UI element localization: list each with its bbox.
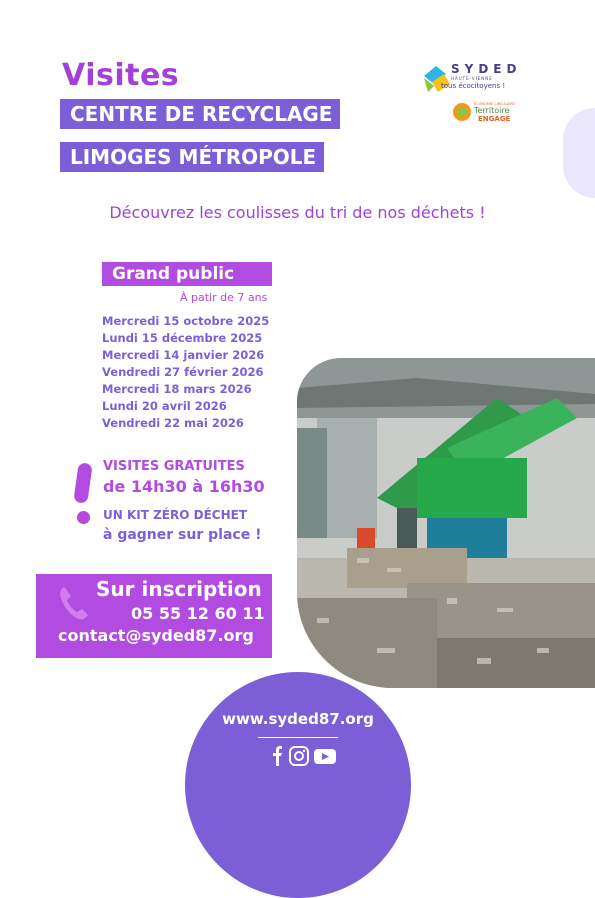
phone-icon <box>56 583 96 623</box>
syded-logo-name: SYDED <box>451 62 522 76</box>
visit-dates-list <box>102 313 269 432</box>
territoire-label: Territoire <box>474 106 510 115</box>
visit-date: Mercredi 15 octobre 2025 <box>102 314 270 328</box>
registration-title: Sur inscription <box>96 577 262 601</box>
facebook-icon[interactable] <box>273 746 282 766</box>
territoire-engage-logo <box>452 101 524 123</box>
decorative-shape <box>563 108 595 198</box>
footer-divider <box>258 737 338 738</box>
free-visits-label: VISITES GRATUITES <box>103 459 245 474</box>
tagline: Découvrez les coulisses du tri de nos déchets ! <box>109 203 486 222</box>
territoire-small-label: ÉCONOMIE CIRCULAIRE <box>474 102 515 106</box>
zero-waste-kit-label: UN KIT ZÉRO DÉCHET <box>103 508 247 522</box>
registration-phone[interactable]: 05 55 12 60 11 <box>131 604 265 623</box>
registration-email[interactable]: contact@syded87.org <box>58 626 254 645</box>
website-link[interactable]: www.syded87.org <box>222 710 374 728</box>
visit-date: Lundi 20 avril 2026 <box>102 399 227 413</box>
engage-label: ENGAGÉ <box>478 115 511 123</box>
age-requirement: À patir de 7 ans <box>180 291 268 304</box>
visit-date: Mercredi 14 janvier 2026 <box>102 348 265 362</box>
visit-date: Vendredi 22 mai 2026 <box>102 416 244 430</box>
banner-limoges-metropole: LIMOGES MÉTROPOLE <box>60 142 324 172</box>
visit-hours: de 14h30 à 16h30 <box>103 477 265 496</box>
win-on-site-label: à gagner sur place ! <box>103 527 262 543</box>
visit-date: Mercredi 18 mars 2026 <box>102 382 252 396</box>
syded-logo-sub: HAUTE-VIENNE <box>451 76 493 81</box>
syded-logo-tagline: tous écocitoyens ! <box>441 82 506 90</box>
exclamation-icon <box>73 462 92 504</box>
youtube-icon[interactable] <box>314 749 336 764</box>
visit-date: Vendredi 27 février 2026 <box>102 365 264 379</box>
social-icons <box>268 745 338 767</box>
audience-label: Grand public <box>102 262 272 286</box>
recycling-center-photo <box>297 358 595 688</box>
instagram-icon[interactable] <box>290 747 308 765</box>
exclamation-dot-icon <box>77 511 90 524</box>
visit-date: Lundi 15 décembre 2025 <box>102 331 263 345</box>
footer-circle <box>185 672 411 898</box>
page-title: Visites <box>62 58 180 93</box>
banner-recycling-center: CENTRE DE RECYCLAGE <box>60 99 340 129</box>
